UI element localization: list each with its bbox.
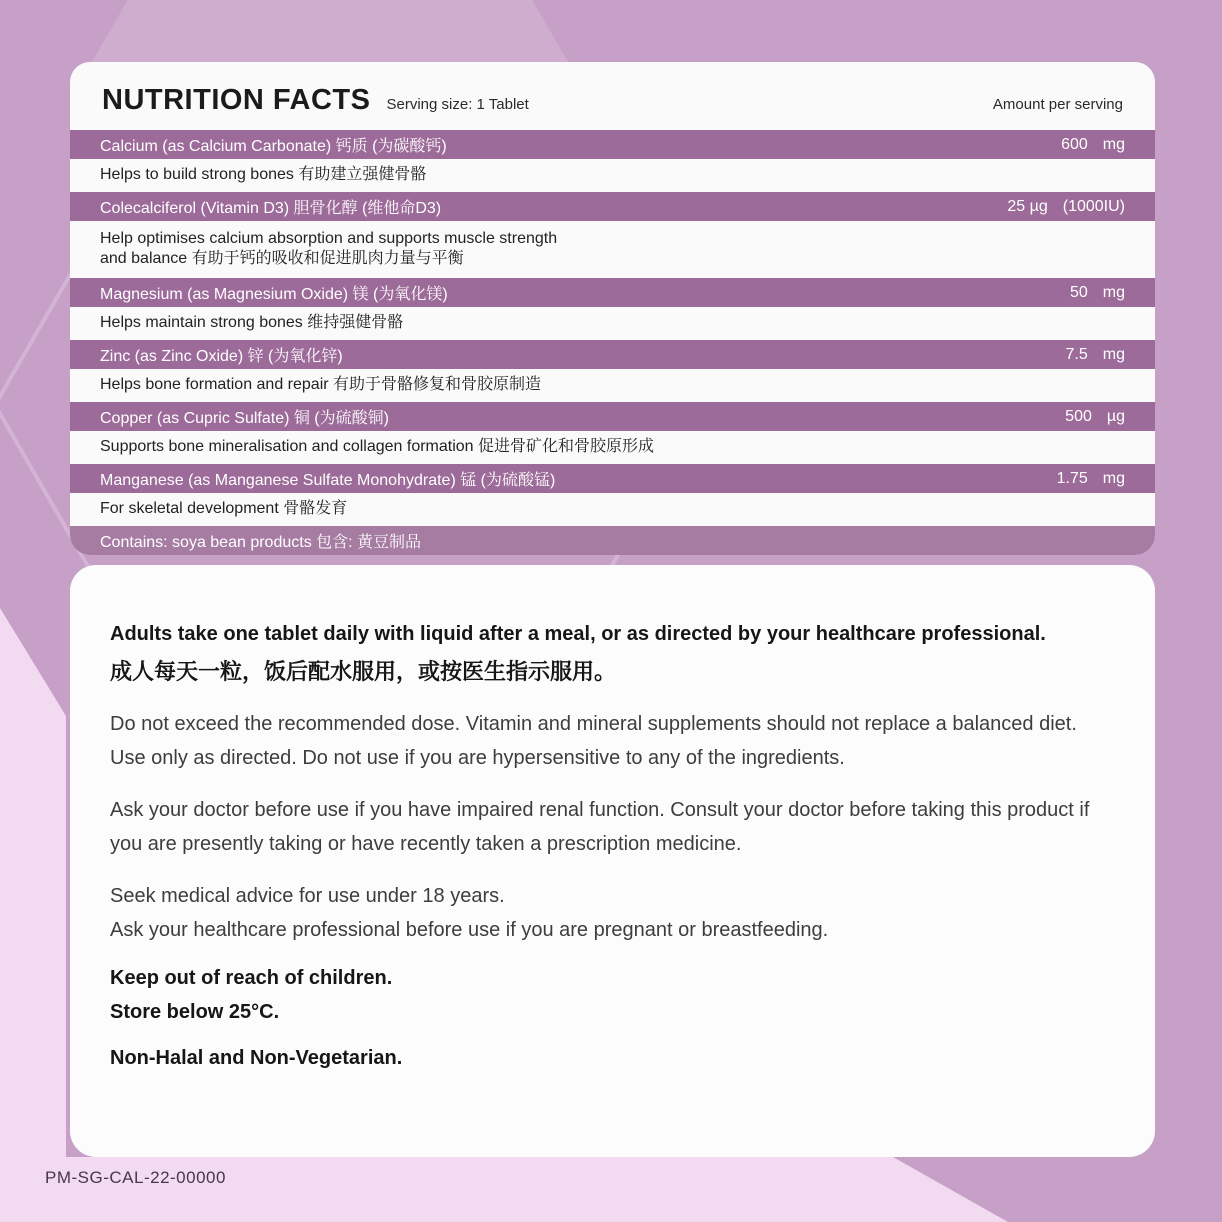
benefit-row-magnesium: [70, 307, 1155, 340]
nutrition-facts-panel: [70, 62, 1155, 555]
amount-unit: mg: [1102, 135, 1125, 153]
serving-size-label: Serving size: 1 Tablet: [386, 96, 529, 113]
nutrient-amount: [1066, 346, 1125, 364]
amount-value: 1.75: [1056, 469, 1088, 487]
nutrient-row-calcium: [70, 130, 1155, 159]
nutrient-row-vitamin-d3: [70, 192, 1155, 221]
product-code: PM-SG-CAL-22-00000: [45, 1168, 226, 1187]
amount-value: 25 µg: [1007, 197, 1048, 215]
advice-under-18-text: Seek medical advice for use under 18 years.: [110, 885, 505, 907]
benefit-text: Helps maintain strong bones 维持强健骨骼: [100, 314, 404, 331]
amount-per-serving-label: Amount per serving: [992, 96, 1123, 113]
nutrient-label: Colecalciferol (Vitamin D3) 胆骨化醇 (维他命D3): [100, 200, 442, 217]
warning-dose-text: Do not exceed the recommended dose. Vitamin and mineral supplements should not replace a balanced diet. Use only as directed. Do not use if you are hypersensitive to any of the ingredients.: [110, 713, 1077, 769]
nutrient-label: Magnesium (as Magnesium Oxide) 镁 (为氧化镁): [100, 286, 448, 303]
amount-unit: µg: [1106, 407, 1125, 425]
nutrient-row-magnesium: [70, 278, 1155, 307]
keep-away-children-text: Keep out of reach of children.: [110, 967, 393, 989]
nutrient-row-manganese: [70, 464, 1155, 493]
amount-value: 500: [1065, 407, 1092, 425]
nutrient-amount: [1061, 136, 1125, 154]
amount-unit: (1000IU): [1062, 197, 1125, 215]
benefit-text: Help optimises calcium absorption and supports muscle strength and balance 有助于钙的吸收和促进肌肉力量与平衡: [100, 230, 558, 267]
panel-title: NUTRITION FACTS: [102, 84, 371, 116]
benefit-row-calcium: [70, 159, 1155, 192]
amount-unit: mg: [1102, 283, 1125, 301]
nutrient-amount: [1070, 284, 1125, 302]
nutrient-amount: [1065, 408, 1125, 426]
nutrient-row-copper: [70, 402, 1155, 431]
nutrient-label: Calcium (as Calcium Carbonate) 钙质 (为碳酸钙): [100, 138, 447, 155]
benefit-text: Helps to build strong bones 有助建立强健骨骼: [100, 166, 427, 183]
halal-vegetarian-text: Non-Halal and Non-Vegetarian.: [110, 1047, 403, 1069]
benefit-text: Supports bone mineralisation and collagen formation 促进骨矿化和骨胶原形成: [100, 438, 655, 455]
benefit-row-zinc: [70, 369, 1155, 402]
benefit-row-manganese: [70, 493, 1155, 526]
nutrient-amount: [1057, 470, 1125, 488]
nutrient-amount: [1007, 198, 1125, 216]
allergen-row: [70, 526, 1155, 555]
benefit-text: Helps bone formation and repair 有助于骨骼修复和骨胶原制造: [100, 376, 542, 393]
amount-value: 7.5: [1065, 345, 1088, 363]
dosage-instruction-cn: 成人每天一粒，饭后配水服用，或按医生指示服用。: [110, 659, 617, 684]
warning-doctor-text: Ask your doctor before use if you have impaired renal function. Consult your doctor before taking this product if you are presently taking or have recently taken a prescription medicine.: [110, 799, 1090, 855]
allergen-text: Contains: soya bean products 包含: 黄豆制品: [100, 534, 422, 551]
amount-unit: mg: [1102, 469, 1125, 487]
nutrient-label: Manganese (as Manganese Sulfate Monohydrate) 锰 (为硫酸锰): [100, 472, 556, 489]
nutrition-facts-header: [70, 62, 1155, 130]
advice-pregnancy-text: Ask your healthcare professional before use if you are pregnant or breastfeeding.: [110, 919, 829, 941]
benefit-row-copper: [70, 431, 1155, 464]
amount-value: 600: [1061, 135, 1088, 153]
nutrient-label: Copper (as Cupric Sulfate) 铜 (为硫酸铜): [100, 410, 389, 427]
nutrient-row-zinc: [70, 340, 1155, 369]
storage-text: Store below 25°C.: [110, 1001, 280, 1023]
amount-value: 50: [1069, 283, 1088, 301]
dosage-instruction-en: Adults take one tablet daily with liquid after a meal, or as directed by your healthcare professional.: [110, 623, 1046, 645]
nutrient-label: Zinc (as Zinc Oxide) 锌 (为氧化锌): [100, 348, 343, 365]
benefit-text: For skeletal development 骨骼发育: [100, 500, 348, 517]
benefit-row-vitamin-d3: [70, 221, 1155, 278]
amount-unit: mg: [1102, 345, 1125, 363]
directions-panel: [70, 565, 1155, 1157]
